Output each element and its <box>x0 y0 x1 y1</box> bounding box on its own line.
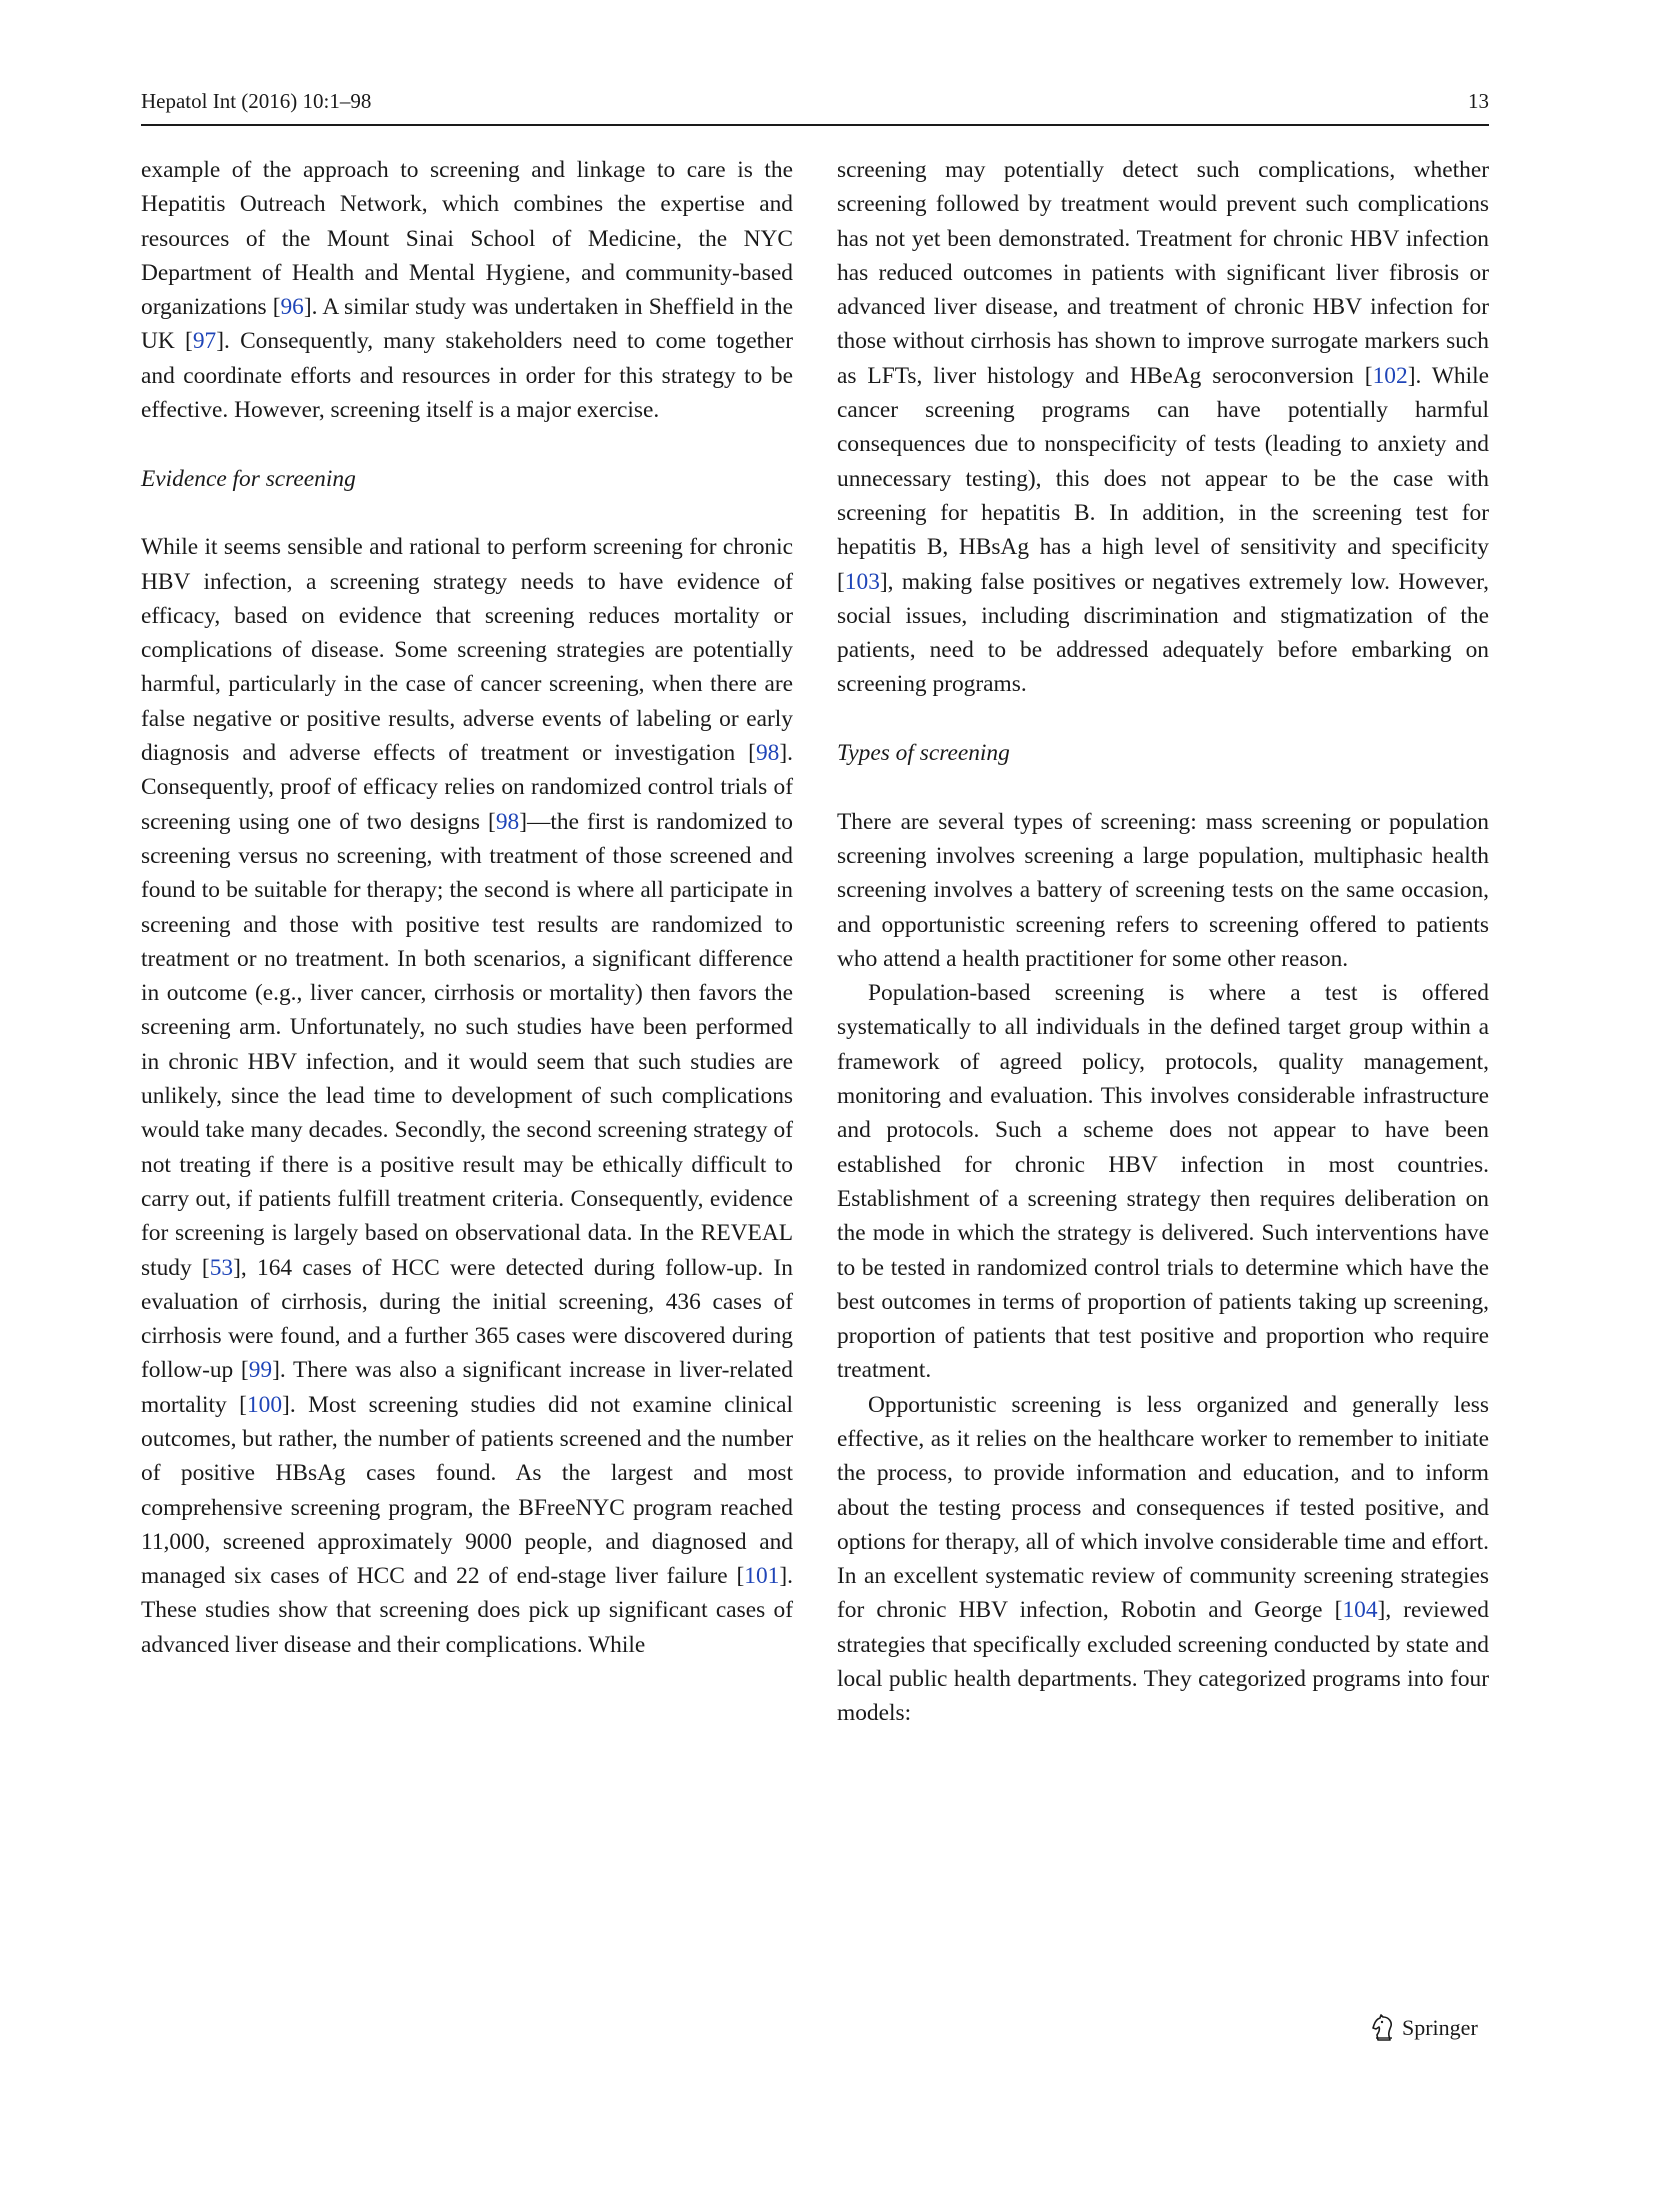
text-run: Opportunistic screening is less organized and generally less effective, as it relies on the healthcare worker to remember to initiate the process, to provide information and education, and to inform about the testing process and consequences if tested positive, and options for therapy, all of which involve considerable time and effort. In an excellent systematic review of community screening strategies for chronic HBV infection, Robotin and George [ <box>837 1391 1489 1624</box>
page-number: 13 <box>1468 89 1489 113</box>
paragraph <box>141 530 793 1662</box>
paragraph <box>837 153 1489 702</box>
text-run: ]. Consequently, proof of efficacy relies on randomized control trials of screening using one of two designs [ <box>141 740 793 835</box>
text-run: ]. While cancer screening programs can have potentially harmful consequences due to nonspecificity of tests (leading to anxiety and unnecessary testing), this does not appear to be the case with screening for hepatitis B. In addition, in the screening test for hepatitis B, HBsAg has a high level of sensitivity and specificity [ <box>837 362 1490 595</box>
citation-link[interactable]: 104 <box>1342 1597 1378 1624</box>
text-run: ]. These studies show that screening does pick up significant cases of advanced liver disease and their complications. While <box>141 1563 793 1658</box>
citation-link[interactable]: 96 <box>280 294 304 321</box>
paragraph <box>837 1388 1489 1731</box>
text-run: ], 164 cases of HCC were detected during follow-up. In evaluation of cirrhosis, during the initial screening, 436 cases of cirrhosis were found, and a further 365 cases were discovered during follow-up [ <box>141 1254 794 1384</box>
text-run: ]. Consequently, many stakeholders need to come together and coordinate efforts and resources in order for this strategy to be effective. However, screening itself is a major exercise. <box>141 328 793 424</box>
text-run: ]. There was also a significant increase in liver-related mortality [ <box>141 1357 794 1418</box>
section-heading: Evidence for screening <box>141 465 356 492</box>
springer-chess-knight-icon <box>1370 2014 1396 2042</box>
citation-link[interactable]: 97 <box>192 328 217 355</box>
text-run: ]. Most screening studies did not examine clinical outcomes, but rather, the number of patients screened and the number of positive HBsAg cases found. As the largest and most comprehensive screening program, the BFreeNYC program reached 11,000, screened approximately 9000 people, and diagnosed and managed six cases of HCC and 22 of end-stage liver failure [ <box>141 1391 794 1590</box>
citation-link[interactable]: 98 <box>755 740 780 767</box>
publisher-logo <box>1370 2010 1489 2046</box>
citation-link[interactable]: 103 <box>844 568 880 595</box>
publisher-name: Springer <box>1402 2015 1478 2040</box>
left-column <box>141 153 793 1662</box>
text-run: ], reviewed strategies that specifically excluded screening conducted by state and local public health departments. They categorized programs into four models: <box>837 1597 1489 1727</box>
citation-link[interactable]: 100 <box>246 1391 283 1418</box>
citation-link[interactable]: 102 <box>1372 362 1408 389</box>
section-heading: Types of screening <box>837 740 1010 767</box>
citation-link[interactable]: 53 <box>209 1254 234 1281</box>
text-run: screening may potentially detect such complications, whether screening followed by treatment would prevent such complications has not yet been demonstrated. Treatment for chronic HBV infection has reduced outcomes in patients with significant liver fibrosis or advanced liver disease, and treatment of chronic HBV infection for those without cirrhosis has shown to improve surrogate markers such as LFTs, liver histology and HBeAg seroconversion [ <box>837 157 1489 389</box>
text-run: There are several types of screening: mass screening or population screening involves screening a large population, multiphasic health screening involves a battery of screening tests on the same occasion, and opportunistic screening refers to screening offered to patients who attend a health practitioner for some other reason. <box>837 808 1489 972</box>
citation-link[interactable]: 101 <box>744 1563 780 1590</box>
text-run: ]. A similar study was undertaken in Sheffield in the UK [ <box>141 294 793 355</box>
paragraph <box>837 805 1489 976</box>
text-run: example of the approach to screening and linkage to care is the Hepatitis Outreach Network, which combines the expertise and resources of the Mount Sinai School of Medicine, the NYC Department of Health and Mental Hygiene, and community-based organizations [ <box>141 157 793 321</box>
text-run: Population-based screening is where a test is offered systematically to all individuals in the defined target group within a framework of agreed policy, protocols, quality management, monitoring and evaluation. This involves considerable infrastructure and protocols. Such a scheme does not appear to have been established for chronic HBV infection in most countries. Establishment of a screening strategy then requires deliberation on the mode in which the strategy is delivered. Such interventions have to be tested in randomized control trials to determine which have the best outcomes in terms of proportion of patients taking up screening, proportion of patients that test positive and proportion who require treatment. <box>837 980 1489 1384</box>
paragraph <box>837 976 1489 1388</box>
text-run: While it seems sensible and rational to perform screening for chronic HBV infection, a screening strategy needs to have evidence of efficacy, based on evidence that screening reduces mortality or complications of disease. Some screening strategies are potentially harmful, particularly in the case of cancer screening, when there are false negative or positive results, adverse events of labeling or early diagnosis and adverse effects of treatment or investigation [ <box>141 534 793 767</box>
text-run: ], making false positives or negatives extremely low. However, social issues, including discrimination and stigmatization of the patients, need to be addressed adequately before embarking on screening programs. <box>837 568 1489 698</box>
paragraph <box>141 153 793 427</box>
right-column <box>837 153 1489 1731</box>
text-run: ]—the first is randomized to screening versus no screening, with treatment of those screened and found to be suitable for therapy; the second is where all participate in screening and those with positive test results are randomized to treatment or no treatment. In both scenarios, a significant difference in outcome (e.g., liver cancer, cirrhosis or mortality) then favors the screening arm. Unfortunately, no such studies have been performed in chronic HBV infection, and it would seem that such studies are unlikely, since the lead time to development of such complications would take many decades. Secondly, the second screening strategy of not treating if there is a positive result may be ethically difficult to carry out, if patients fulfill treatment criteria. Consequently, evidence for screening is largely based on observational data. In the REVEAL study [ <box>141 808 793 1281</box>
citation-link[interactable]: 98 <box>495 808 520 835</box>
citation-link[interactable]: 99 <box>248 1357 273 1384</box>
header-rule <box>141 124 1489 126</box>
journal-citation: Hepatol Int (2016) 10:1–98 <box>141 89 372 113</box>
